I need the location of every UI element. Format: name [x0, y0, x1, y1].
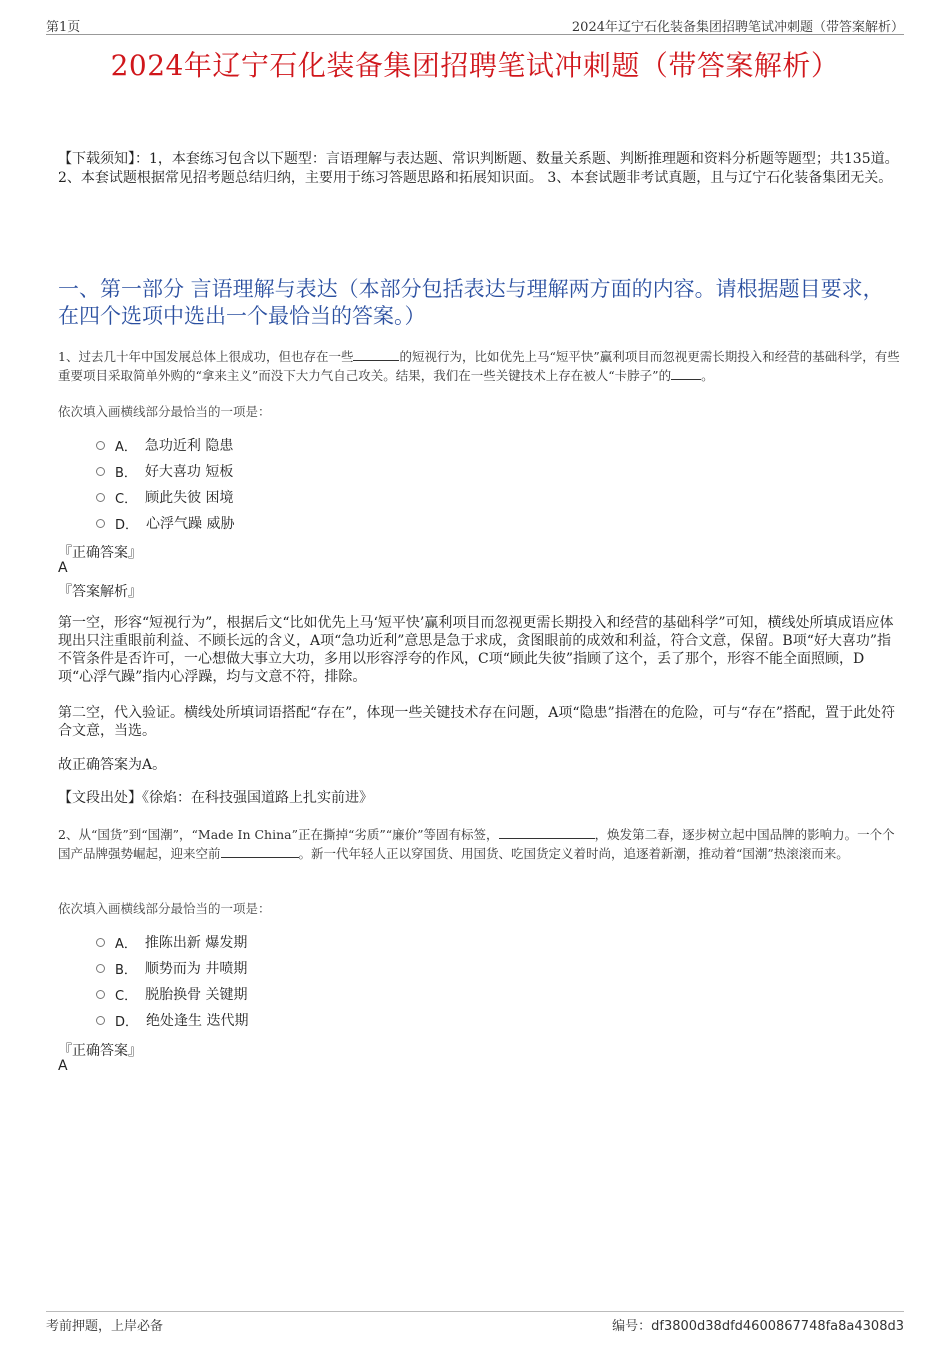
- blank-2: [671, 367, 701, 380]
- analysis-paragraph-1: 第一空，形容“短视行为”，根据后文“比如优先上马‘短平快’赢利项目而忽视更需长期投入和经营的基础科学”可知，横线处所填成语应体现出只注重眼前利益、不顾长远的含义，A项“急功近利”意思是急于求成，贪图眼前的成效和利益，符合文意，保留。B项“好大喜功”指不管条件是否许可，一心想做大事立大功，多用以形容浮夸的作风，C项“顾此失彼”指顾了这个，丢了那个，形容不能全面照顾，D项“心浮气躁”指内心浮躁，均与文意不符，排除。: [58, 615, 894, 685]
- question-2-instruction: 依次填入画横线部分最恰当的一项是：: [58, 901, 271, 916]
- option-c[interactable]: C． 脱胎换骨 关键期: [96, 981, 248, 1007]
- question-2-text: 2、从“国货”到“国潮”，“Made In China”正在撕掉“劣质”“廉价”等固有标签， ，焕发第二春，逐步树立起中国品牌的影响力。一个个国产品牌强势崛起，迎来空前 。新一代年轻人正以穿国货、用国货、吃国货定义着时尚，追逐着新潮，推动着“国潮”热滚滚而来。: [58, 827, 895, 861]
- footer-code: 编号：df3800d38dfd4600867748fa8a4308d3: [612, 1319, 904, 1334]
- radio-icon[interactable]: [96, 467, 105, 476]
- document-title: 2024年辽宁石化装备集团招聘笔试冲刺题（带答案解析）: [110, 49, 840, 82]
- page-header: [46, 16, 904, 35]
- question-2-options: [96, 929, 248, 1033]
- section-heading: 一、第一部分 言语理解与表达（本部分包括表达与理解两方面的内容。请根据题目要求，在四个选项中选出一个最恰当的答案。）: [58, 277, 884, 328]
- page-footer: [46, 1311, 904, 1333]
- option-a[interactable]: A． 急功近利 隐患: [96, 432, 234, 458]
- blank-2: [221, 845, 299, 858]
- answer-label: 『正确答案』: [58, 545, 142, 561]
- radio-icon[interactable]: [96, 964, 105, 973]
- blank-1: [353, 348, 399, 361]
- option-a[interactable]: A． 推陈出新 爆发期: [96, 929, 248, 955]
- question-1-instruction: 依次填入画横线部分最恰当的一项是：: [58, 404, 271, 419]
- download-notice: 【下载须知】：1，本套练习包含以下题型：言语理解与表达题、常识判断题、数量关系题、判断推理题和资料分析题等题型；共135道。 2、本套试题根据常见招考题总结归纳，主要用于练习答题思路和拓展知识面。 3、本套试题非考试真题，且与辽宁石化装备集团无关。: [58, 151, 899, 186]
- option-b[interactable]: B． 顺势而为 井喷期: [96, 955, 248, 981]
- answer-label: 『正确答案』: [58, 1043, 142, 1059]
- question-1-options: [96, 432, 234, 536]
- radio-icon[interactable]: [96, 938, 105, 947]
- header-doc-title: 2024年辽宁石化装备集团招聘笔试冲刺题（带答案解析）: [571, 20, 904, 35]
- analysis-label: 『答案解析』: [58, 584, 142, 600]
- question-1-text: 1、过去几十年中国发展总体上很成功，但也存在一些 的短视行为，比如优先上马“短平快”赢利项目而忽视更需长期投入和经营的基础科学，有些重要项目采取简单外购的“拿来主义”而没下大力气自己攻关。结果，我们在一些关键技术上存在被人“卡脖子”的 。: [58, 349, 900, 383]
- option-c[interactable]: C． 顾此失彼 困境: [96, 484, 234, 510]
- radio-icon[interactable]: [96, 1016, 105, 1025]
- radio-icon[interactable]: [96, 990, 105, 999]
- option-b[interactable]: B． 好大喜功 短板: [96, 458, 234, 484]
- radio-icon[interactable]: [96, 441, 105, 450]
- page-number: 第1页: [46, 20, 81, 35]
- analysis-conclusion: 故正确答案为A。: [58, 757, 167, 773]
- analysis-paragraph-2: 第二空，代入验证。横线处所填词语搭配“存在”，体现一些关键技术存在问题，A项“隐患”指潜在的危险，可与“存在”搭配，置于此处符合文意，当选。: [58, 705, 896, 739]
- radio-icon[interactable]: [96, 493, 105, 502]
- text-source: 【文段出处】《徐焰：在科技强国道路上扎实前进》: [58, 790, 373, 806]
- answer-value: A: [58, 560, 68, 576]
- radio-icon[interactable]: [96, 519, 105, 528]
- footer-slogan: 考前押题，上岸必备: [46, 1319, 164, 1334]
- answer-value: A: [58, 1058, 68, 1074]
- option-d[interactable]: D． 绝处逢生 迭代期: [96, 1007, 248, 1033]
- option-d[interactable]: D． 心浮气躁 威胁: [96, 510, 234, 536]
- blank-1: [499, 826, 595, 839]
